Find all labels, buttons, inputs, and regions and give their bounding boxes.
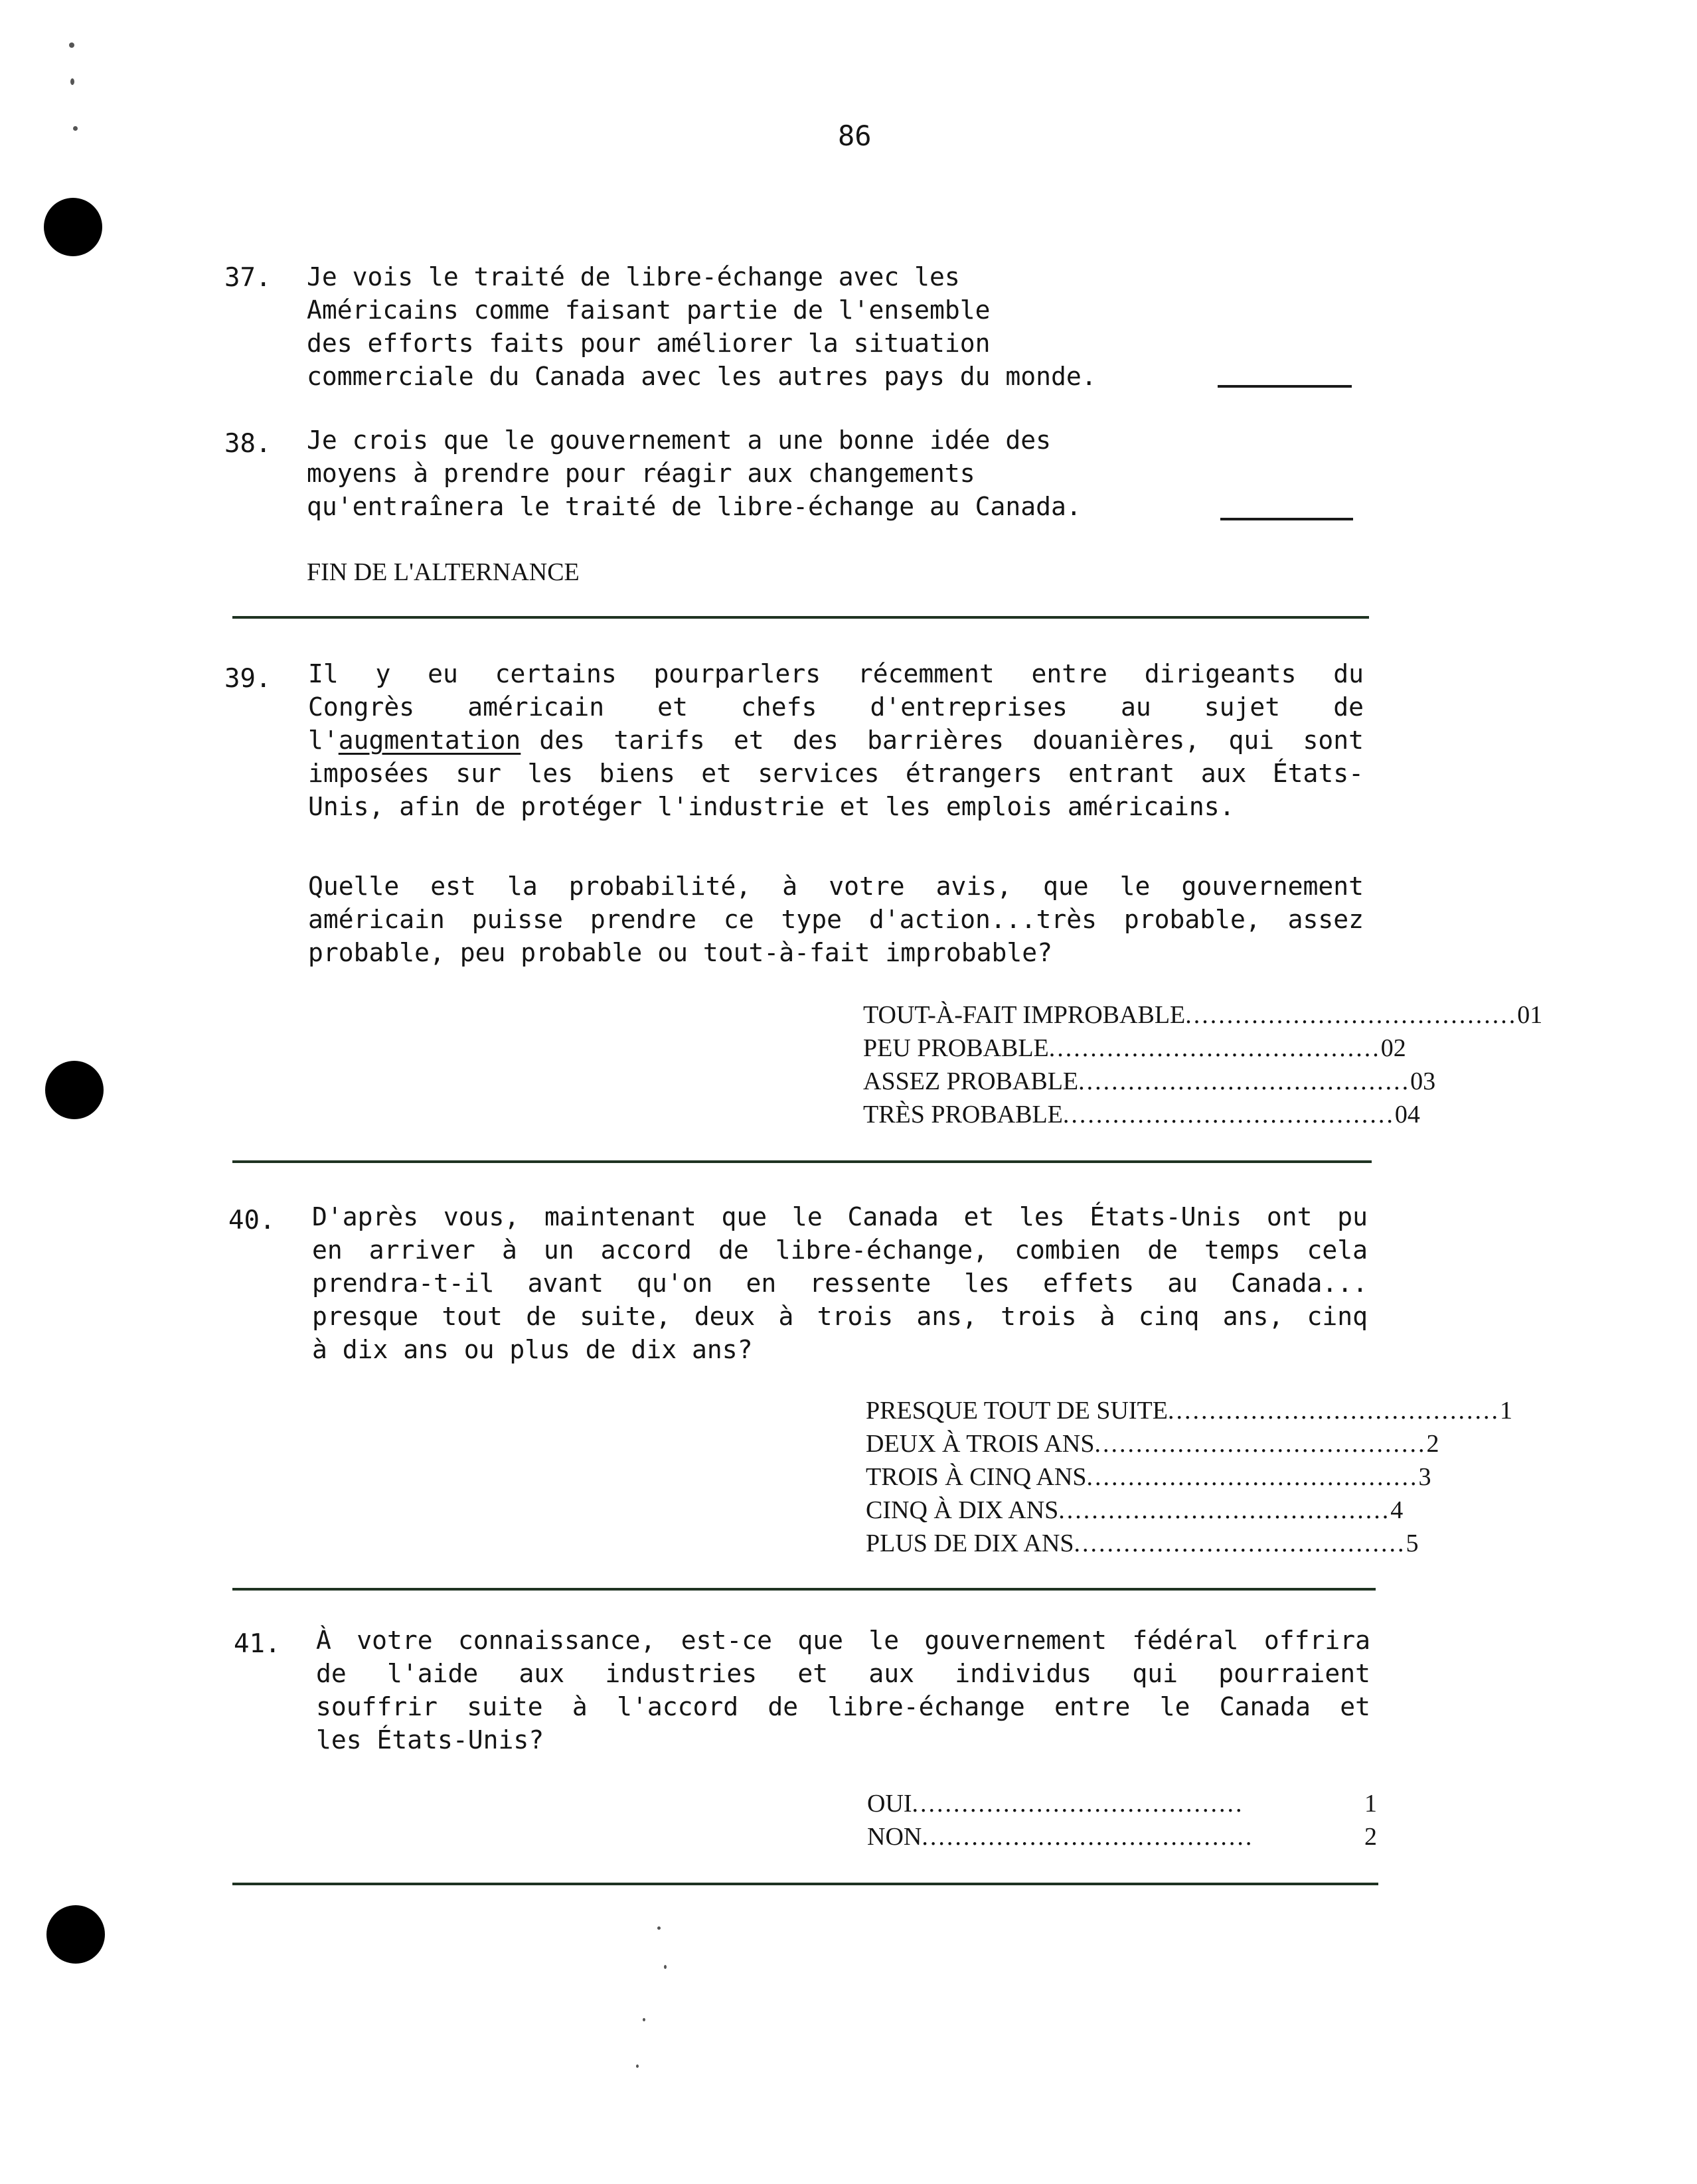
- option-row[interactable]: [863, 1065, 1436, 1098]
- option-label: CINQ À DIX ANS: [866, 1496, 1059, 1524]
- question-number-40: 40.: [228, 1206, 276, 1235]
- option-row[interactable]: [866, 1494, 1404, 1527]
- question-39-options: [863, 998, 1543, 1131]
- option-leader: ........................................: [1078, 1067, 1411, 1095]
- option-code: 4: [1390, 1496, 1404, 1524]
- option-code: 03: [1410, 1067, 1436, 1095]
- question-40-line: en arriver à un accord de libre-échange, combien de temps cela: [312, 1235, 1368, 1265]
- section-divider: [232, 616, 1369, 619]
- question-38-line: qu'entraînera le traité de libre-échange au Canada.: [307, 492, 1082, 521]
- question-39-prompt-line: probable, peu probable ou tout-à-fait improbable?: [308, 938, 1053, 967]
- question-39-line: imposées sur les biens et services étrangers entrant aux États-: [308, 759, 1364, 788]
- option-leader: ........................................: [912, 1790, 1244, 1818]
- option-code: 3: [1418, 1463, 1431, 1491]
- option-label: PLUS DE DIX ANS: [866, 1529, 1074, 1557]
- question-41-options: [867, 1787, 1377, 1853]
- answer-blank-38[interactable]: [1220, 518, 1353, 520]
- question-37-text: [307, 260, 1097, 393]
- option-leader: ........................................: [1074, 1529, 1406, 1557]
- question-38-line: moyens à prendre pour réagir aux changements: [307, 459, 975, 488]
- option-leader: ........................................: [1048, 1034, 1381, 1062]
- option-code: 02: [1380, 1034, 1406, 1062]
- option-leader: ........................................: [1086, 1463, 1419, 1491]
- section-divider: [232, 1883, 1378, 1885]
- option-code: 1: [1499, 1397, 1512, 1425]
- scan-speck: [657, 1926, 661, 1930]
- scan-speck: [70, 78, 74, 85]
- question-37-line: Je vois le traité de libre-échange avec les: [307, 262, 960, 291]
- option-label: OUI: [867, 1790, 912, 1818]
- section-divider: [232, 1160, 1372, 1163]
- question-39-line: Unis, afin de protéger l'industrie et les emplois américains.: [308, 792, 1235, 821]
- question-39-line-3-start: [308, 724, 521, 757]
- option-code: 2: [1364, 1823, 1377, 1851]
- option-leader: ........................................: [1062, 1101, 1395, 1129]
- option-row[interactable]: [866, 1394, 1512, 1427]
- option-code: 01: [1517, 1001, 1543, 1029]
- question-40-text: [312, 1200, 1368, 1366]
- question-number-38: 38.: [224, 429, 272, 459]
- question-number-37: 37.: [224, 263, 272, 293]
- question-37-line: Américains comme faisant partie de l'ensemble: [307, 295, 991, 325]
- question-38-line: Je crois que le gouvernement a une bonne idée des: [307, 426, 1052, 455]
- option-label: ASSEZ PROBABLE: [863, 1067, 1079, 1095]
- article-prefix: l': [308, 726, 339, 755]
- scan-speck: [73, 126, 78, 131]
- page-number: 86: [838, 119, 872, 152]
- option-row[interactable]: [863, 998, 1543, 1032]
- option-leader: ........................................: [1058, 1496, 1391, 1524]
- emphasized-word: augmentation: [338, 726, 521, 755]
- option-row[interactable]: [867, 1787, 1377, 1820]
- option-row[interactable]: [863, 1098, 1420, 1131]
- question-39-line-3: [308, 724, 1364, 757]
- question-41-line: les États-Unis?: [316, 1725, 544, 1755]
- question-41-line: souffrir suite à l'accord de libre-échange entre le Canada et: [316, 1692, 1370, 1721]
- question-39-prompt-line: Quelle est la probabilité, à votre avis, que le gouvernement: [308, 872, 1364, 901]
- question-40-line: prendra-t-il avant qu'on en ressente les effets au Canada...: [312, 1269, 1368, 1298]
- question-39-prompt: [308, 870, 1364, 969]
- binder-hole-bottom: [46, 1905, 105, 1964]
- scan-speck: [664, 1965, 667, 1969]
- question-40-line: presque tout de suite, deux à trois ans, trois à cinq ans, cinq: [312, 1302, 1368, 1331]
- binder-hole-top: [44, 198, 102, 256]
- question-41-line: de l'aide aux industries et aux individus qui pourraient: [316, 1659, 1370, 1688]
- option-code: 04: [1394, 1101, 1420, 1129]
- binder-hole-middle: [45, 1061, 104, 1119]
- option-leader: ........................................: [1167, 1397, 1500, 1425]
- option-label: TOUT-À-FAIT IMPROBABLE: [863, 1001, 1186, 1029]
- question-40-line: D'après vous, maintenant que le Canada et les États-Unis ont pu: [312, 1202, 1368, 1231]
- option-row[interactable]: [866, 1427, 1439, 1460]
- question-38-text: [307, 424, 1082, 523]
- question-39-prompt-line: américain puisse prendre ce type d'action...très probable, assez: [308, 905, 1364, 934]
- option-row[interactable]: [866, 1460, 1431, 1494]
- question-39-text: [308, 657, 1364, 823]
- option-code: 1: [1364, 1790, 1377, 1818]
- question-41-line: À votre connaissance, est-ce que le gouvernement fédéral offrira: [316, 1626, 1370, 1655]
- option-row[interactable]: [863, 1032, 1406, 1065]
- option-label: DEUX À TROIS ANS: [866, 1430, 1095, 1458]
- scan-speck: [636, 2065, 639, 2068]
- option-leader: ........................................: [1094, 1430, 1427, 1458]
- question-37-line: commerciale du Canada avec les autres pays du monde.: [307, 362, 1097, 391]
- scan-speck: [643, 2018, 645, 2021]
- question-40-options: [866, 1394, 1512, 1560]
- question-number-39: 39.: [224, 664, 272, 694]
- question-37-line: des efforts faits pour améliorer la situation: [307, 329, 991, 358]
- section-divider: [232, 1588, 1376, 1591]
- question-40-line: à dix ans ou plus de dix ans?: [312, 1335, 753, 1364]
- question-41-text: [316, 1624, 1370, 1756]
- question-39-line: Il y eu certains pourparlers récemment entre dirigeants du: [308, 659, 1364, 688]
- option-label: PRESQUE TOUT DE SUITE: [866, 1397, 1168, 1425]
- option-leader: ........................................: [1185, 1001, 1518, 1029]
- answer-blank-37[interactable]: [1218, 385, 1352, 388]
- question-number-41: 41.: [234, 1629, 281, 1659]
- question-39-line-3-rest: des tarifs et des barrières douanières, qui sont: [539, 726, 1364, 755]
- section-end-label: FIN DE L'ALTERNANCE: [307, 558, 580, 586]
- option-label: PEU PROBABLE: [863, 1034, 1049, 1062]
- option-label: TRÈS PROBABLE: [863, 1101, 1063, 1129]
- option-label: TROIS À CINQ ANS: [866, 1463, 1087, 1491]
- option-row[interactable]: [866, 1527, 1419, 1560]
- option-code: 5: [1406, 1529, 1419, 1557]
- option-label: NON: [867, 1823, 922, 1851]
- option-leader: ........................................: [922, 1823, 1254, 1851]
- option-row[interactable]: [867, 1820, 1377, 1853]
- question-39-line: Congrès américain et chefs d'entreprises au sujet de: [308, 692, 1364, 722]
- scan-speck: [69, 42, 74, 48]
- option-code: 2: [1426, 1430, 1439, 1458]
